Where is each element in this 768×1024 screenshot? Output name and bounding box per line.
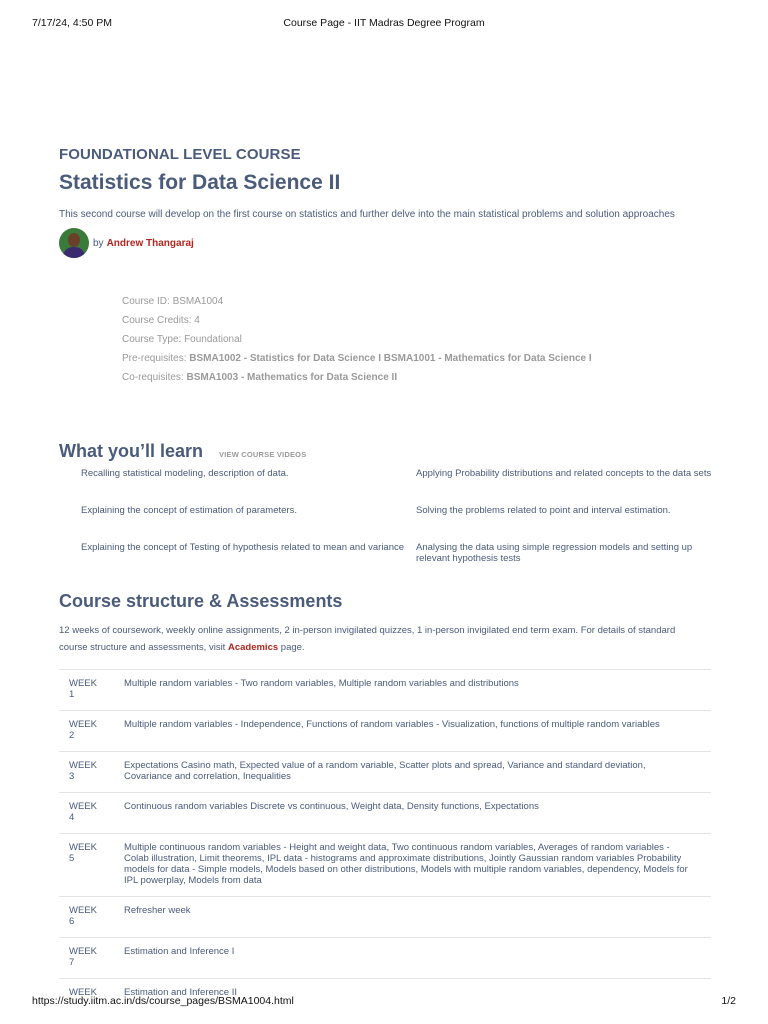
table-row <box>59 897 711 938</box>
week-label <box>69 760 124 782</box>
week-number: 7 <box>69 957 75 968</box>
prereq-label: Pre-requisites: <box>122 353 187 364</box>
week-topic: Multiple continuous random variables - Height and weight data, Two continuous random variables, Averages of random variables - Colab illustration, Limit theorems, IPL data - histograms and approximate distributions, Jointly Gaussian random variables Probability models for data - Simple models, Models based on other distributions, Models with multiple random variables, dependency, Models for IPL powerplay, Models from data <box>124 842 688 886</box>
learn-heading: What you’ll learn <box>59 441 204 461</box>
week-number: 2 <box>69 730 75 741</box>
coreq-value[interactable]: BSMA1003 - Mathematics for Data Science II <box>186 372 398 383</box>
week-word: WEEK <box>69 842 97 853</box>
avatar-face <box>68 233 80 247</box>
week-word: WEEK <box>69 801 97 812</box>
week-topic: Multiple random variables - Two random variables, Multiple random variables and distributions <box>124 678 519 689</box>
learn-item: Explaining the concept of Testing of hypothesis related to mean and variance <box>81 542 405 553</box>
table-row <box>59 938 711 979</box>
course-credits: Course Credits: 4 <box>122 315 200 326</box>
learn-item: Solving the problems related to point and interval estimation. <box>416 505 671 516</box>
table-row <box>59 670 711 711</box>
week-number: 4 <box>69 812 75 823</box>
academics-link[interactable]: Academics <box>227 642 279 653</box>
print-page-number: 1/2 <box>721 995 736 1007</box>
table-row <box>59 793 711 834</box>
structure-heading: Course structure & Assessments <box>59 591 343 611</box>
learn-list <box>81 468 711 579</box>
week-word: WEEK <box>69 678 97 689</box>
course-id: Course ID: BSMA1004 <box>122 296 224 307</box>
author-row <box>59 228 711 258</box>
week-topic: Estimation and Inference II <box>124 987 238 998</box>
week-word: WEEK <box>69 719 97 730</box>
week-label <box>69 946 124 968</box>
prerequisites <box>122 352 711 371</box>
weeks-table <box>59 669 711 1008</box>
course-meta <box>122 295 711 390</box>
structure-desc-pre: 12 weeks of coursework, weekly online assignments, 2 in-person invigilated quizzes, 1 in-person invigilated end term exam. For details of standard course structure and assessments, visit <box>59 625 676 653</box>
structure-desc-post: page. <box>278 642 305 653</box>
learn-item: Applying Probability distributions and related concepts to the data sets <box>416 468 712 479</box>
week-topic: Expectations Casino math, Expected value of a random variable, Scatter plots and spread, Variance and standard deviation, Covariance and correlation, Inequalities <box>124 760 646 782</box>
structure-description <box>59 622 699 656</box>
week-number: 6 <box>69 916 75 927</box>
week-topic: Multiple random variables - Independence, Functions of random variables - Visualization, functions of multiple random variables <box>124 719 660 730</box>
page-title: Statistics for Data Science II <box>59 171 341 194</box>
learn-header <box>59 441 711 462</box>
week-word: WEEK <box>69 946 97 957</box>
week-word: WEEK <box>69 905 97 916</box>
coreq-label: Co-requisites: <box>122 372 184 383</box>
course-description: This second course will develop on the first course on statistics and further delve into the main statistical problems and solution approaches <box>59 209 675 220</box>
avatar <box>59 228 89 258</box>
week-number: 5 <box>69 853 75 864</box>
learn-item: Explaining the concept of estimation of parameters. <box>81 505 297 516</box>
week-topic: Estimation and Inference I <box>124 946 235 957</box>
view-course-videos-link[interactable]: VIEW COURSE VIDEOS <box>219 450 307 459</box>
week-label <box>69 678 124 700</box>
week-word: WEEK <box>69 760 97 771</box>
week-topic: Continuous random variables Discrete vs continuous, Weight data, Density functions, Expectations <box>124 801 539 812</box>
author-link[interactable]: Andrew Thangaraj <box>106 237 194 249</box>
week-label <box>69 719 124 741</box>
learn-item: Recalling statistical modeling, description of data. <box>81 468 289 479</box>
week-number: 1 <box>69 689 75 700</box>
avatar-body <box>63 247 85 258</box>
print-url: https://study.iitm.ac.in/ds/course_pages/BSMA1004.html <box>32 995 294 1007</box>
by-label: by <box>93 237 104 249</box>
week-label <box>69 842 124 886</box>
course-type: Course Type: Foundational <box>122 334 242 345</box>
week-number: 3 <box>69 771 75 782</box>
prereq-value[interactable]: BSMA1002 - Statistics for Data Science I BSMA1001 - Mathematics for Data Science I <box>189 353 592 364</box>
table-row <box>59 711 711 752</box>
course-level: FOUNDATIONAL LEVEL COURSE <box>59 146 301 163</box>
corequisites <box>122 371 711 390</box>
week-label <box>69 801 124 823</box>
learn-item: Analysing the data using simple regression models and setting up relevant hypothesis tests <box>416 542 693 564</box>
week-word: WEEK <box>69 987 97 998</box>
course-content <box>59 146 711 1008</box>
week-topic: Refresher week <box>124 905 191 916</box>
week-label <box>69 905 124 927</box>
print-datetime: 7/17/24, 4:50 PM <box>32 17 112 29</box>
table-row <box>59 752 711 793</box>
print-page-title: Course Page - IIT Madras Degree Program <box>283 17 485 29</box>
table-row <box>59 834 711 897</box>
